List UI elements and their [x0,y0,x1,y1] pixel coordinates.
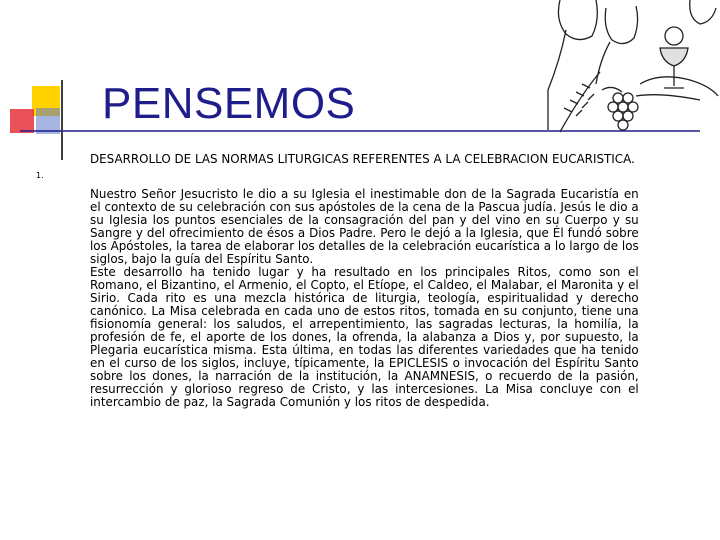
content-body [90,153,639,409]
paragraph-1: Nuestro Señor Jesucristo le dio a su Iglesia el inestimable don de la Sagrada Eucaristía en el contexto de su celebración con sus apóstoles de la cena de la Pascua judía. Jesús le dio a su Iglesia los puntos esenciales de la consagración del pan y del vino en su Cuerpo y su Sangre y del ofrecimiento de ésos a Dios Padre. Pero le dejó a la Iglesia, que Él fundó sobre los Apóstoles, la tarea de elaborar los detalles de la celebración eucarística a lo largo de los siglos, bajo la guía del Espíritu Santo. [90,187,639,267]
paragraph-2: Este desarrollo ha tenido lugar y ha resultado en los principales Ritos, como son el Romano, el Bizantino, el Armenio, el Copto, el Etíope, el Caldeo, el Malabar, el Maronita y el Sirio. Cada rito es una mezcla histórica de liturgia, teología, espiritualidad y derecho canónico. La Misa celebrada en cada uno de estos ritos, tomada en su conjunto, tiene una fisionomía general: los saludos, el arrepentimiento, las sagradas lecturas, la homilía, la profesión de fe, el aporte de los dones, la ofrenda, la alabanza a Dios y, por supuesto, la Plegaria eucarística misma. Esta última, en todas las diferentes variedades que ha tenido en el curso de los siglos, incluye, típicamente, la EPICLESIS o invocación del Espíritu Santo sobre los dones, la narración de la institución, la ANAMNESIS, o recuerdo de la pasión, resurrección y glorioso regreso de Cristo, y las intercesiones. La Misa concluye con el intercambio de paz, la Sagrada Comunión y los ritos de despedida. [90,265,639,410]
section-heading: DESARROLLO DE LAS NORMAS LITURGICAS REFERENTES A LA CELEBRACION EUCARISTICA. [90,152,635,167]
page-title: PENSEMOS [102,79,356,128]
red-square [10,109,34,133]
blue-square [36,108,60,134]
list-item-number: 1. [36,171,44,180]
eucharist-clipart-icon [548,0,718,132]
